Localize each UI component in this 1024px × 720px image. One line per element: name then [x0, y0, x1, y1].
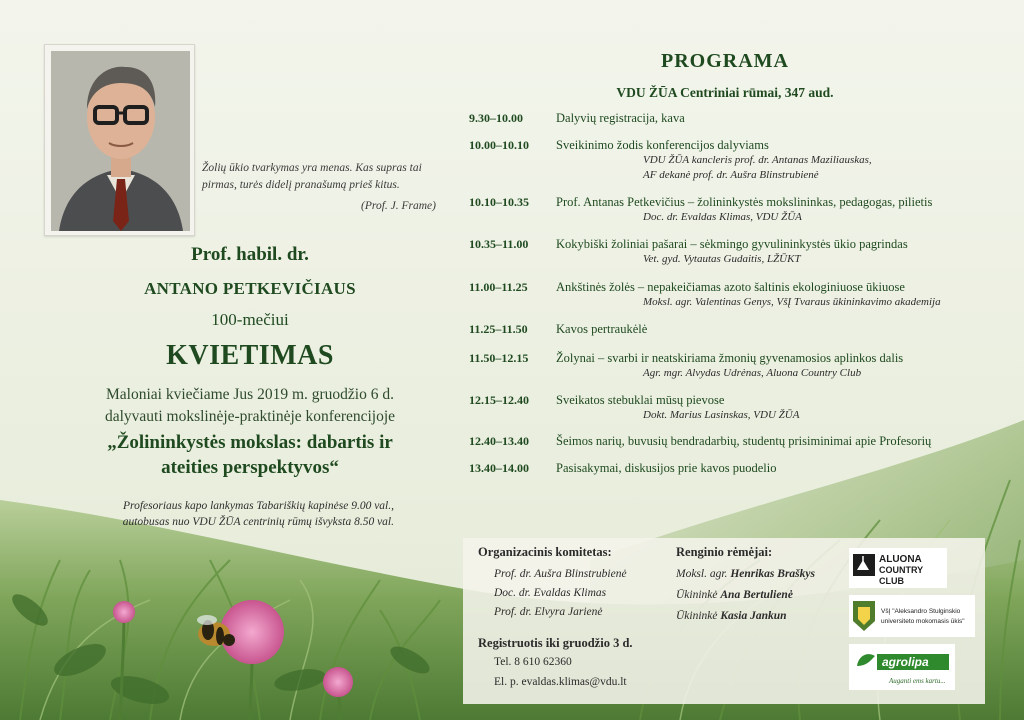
program-time: 10.35–11.00: [469, 237, 529, 251]
sponsor-name: Kasia Jankun: [720, 610, 787, 622]
program-title: Dalyvių registracija, kava: [556, 111, 685, 125]
anniversary-label: 100-mečiui: [211, 310, 289, 329]
invitation-line: Maloniai kviečiame Jus 2019 m. gruodžio 6 d.: [106, 386, 394, 403]
program-time: 11.50–12.15: [469, 351, 529, 365]
clover-blossom: [113, 601, 135, 623]
logo-text: agrolipa: [882, 655, 929, 669]
program-speaker: Dokt. Marius Lasinskas, VDU ŽŪA: [643, 409, 800, 421]
program-heading: PROGRAMA: [661, 50, 789, 72]
committee-heading: Organizacinis komitetas:: [478, 545, 612, 559]
conference-title: „Žolininkystės mokslas: dabartis ir: [107, 432, 393, 453]
sponsor-role: Moksl. agr.: [676, 568, 728, 580]
logo-text: CLUB: [879, 576, 904, 586]
program-time: 11.00–11.25: [469, 280, 528, 294]
program-venue: VDU ŽŪA Centriniai rūmai, 347 aud.: [616, 85, 834, 100]
sponsor-name: Ana Bertulienė: [720, 589, 793, 601]
program-speaker: Vet. gyd. Vytautas Gudaitis, LŽŪKT: [643, 253, 801, 265]
program-time: 12.40–13.40: [469, 434, 529, 448]
program-time: 10.00–10.10: [469, 138, 529, 152]
invitation-line: dalyvauti mokslinėje-praktinėje konferencijoje: [104, 408, 396, 425]
logo-text: universiteto mokomasis ūkis": [881, 618, 965, 625]
sponsor-role: Ūkininkė: [676, 589, 718, 601]
logo-text: ALUONA: [879, 554, 922, 565]
program-title: Prof. Antanas Petkevičius – žolininkystės mokslininkas, pedagogas, pilietis: [556, 195, 933, 209]
registration-heading: Registruotis iki gruodžio 3 d.: [478, 636, 633, 650]
program-title: Kokybiški žoliniai pašarai – sėkmingo gyvulininkystės ūkio pagrindas: [556, 237, 908, 251]
committee-member: Doc. dr. Evaldas Klimas: [494, 587, 607, 599]
program-speaker: Agr. mgr. Alvydas Udrėnas, Aluona Country Club: [643, 367, 862, 379]
sponsor-name: Henrikas Braškys: [730, 568, 815, 580]
invitation-title: KVIETIMAS: [166, 340, 334, 371]
aluona-country-club-logo: [849, 548, 947, 588]
program-time: 9.30–10.00: [469, 111, 523, 125]
sponsor-item: [676, 568, 815, 580]
registration-phone: Tel. 8 610 62360: [494, 656, 572, 668]
program-speaker: AF dekanė prof. dr. Aušra Blinstrubienė: [643, 169, 819, 181]
sponsors-heading: Renginio rėmėjai:: [676, 545, 773, 559]
registration-email: El. p. evaldas.klimas@vdu.lt: [494, 676, 627, 688]
program-title: Kavos pertraukėlė: [556, 322, 648, 336]
quote-text: Žolių ūkio tvarkymas yra menas. Kas supras tai pirmas, turės didelį pranašumą prieš kitus.: [202, 162, 422, 191]
committee-member: Prof. dr. Elvyra Jarienė: [494, 606, 603, 618]
program-title: Sveikatos stebuklai mūsų pievose: [556, 393, 725, 407]
logo-text: Auganti ems kartu...: [889, 677, 946, 685]
honoree-name: ANTANO PETKEVIČIAUS: [144, 279, 356, 298]
program-time: 13.40–14.00: [469, 461, 529, 475]
program-speaker: Moksl. agr. Valentinas Genys, VšĮ Tvaraus ūkininkavimo akademija: [643, 296, 941, 308]
committee-member: Prof. dr. Aušra Blinstrubienė: [494, 568, 627, 580]
portrait-frame: [44, 44, 195, 236]
agrolipa-logo: [849, 644, 955, 690]
conference-title: ateities perspektyvos“: [161, 457, 339, 478]
program-speaker: VDU ŽŪA kancleris prof. dr. Antanas Maziliauskas,: [643, 154, 872, 166]
program-time: 11.25–11.50: [469, 322, 528, 336]
clover-blossom: [323, 667, 353, 697]
vsi-farm-logo: [849, 595, 975, 637]
bus-note: autobusas nuo VDU ŽŪA centrinių rūmų išvyksta 8.50 val.: [122, 516, 394, 528]
program-speaker: Doc. dr. Evaldas Klimas, VDU ŽŪA: [643, 211, 802, 223]
program-title: Sveikinimo žodis konferencijos dalyviams: [556, 138, 769, 152]
sponsor-role: Ūkininkė: [676, 610, 718, 622]
quote-author: (Prof. J. Frame): [361, 200, 436, 212]
logo-text: COUNTRY: [879, 565, 924, 575]
program-title: Pasisakymai, diskusijos prie kavos puodelio: [556, 461, 777, 475]
program-time: 10.10–10.35: [469, 195, 529, 209]
program-time: 12.15–12.40: [469, 393, 529, 407]
program-title: Žolynai – svarbi ir neatskiriama žmonių gyvenamosios aplinkos dalis: [556, 351, 904, 365]
program-title: Šeimos narių, buvusių bendradarbių, studentų prisiminimai apie Profesorių: [556, 434, 932, 448]
logo-text: VšĮ "Aleksandro Stulginskio: [881, 608, 961, 615]
sponsor-item: [676, 589, 793, 601]
sponsor-item: [676, 610, 787, 622]
portrait-image: [51, 51, 190, 231]
visit-note: Profesoriaus kapo lankymas Tabariškių kapinėse 9.00 val.,: [123, 500, 394, 512]
program-title: Ankštinės žolės – nepakeičiamas azoto šaltinis ekologiniuose ūkiuose: [556, 280, 905, 294]
honoree-prefix: Prof. habil. dr.: [191, 244, 309, 265]
